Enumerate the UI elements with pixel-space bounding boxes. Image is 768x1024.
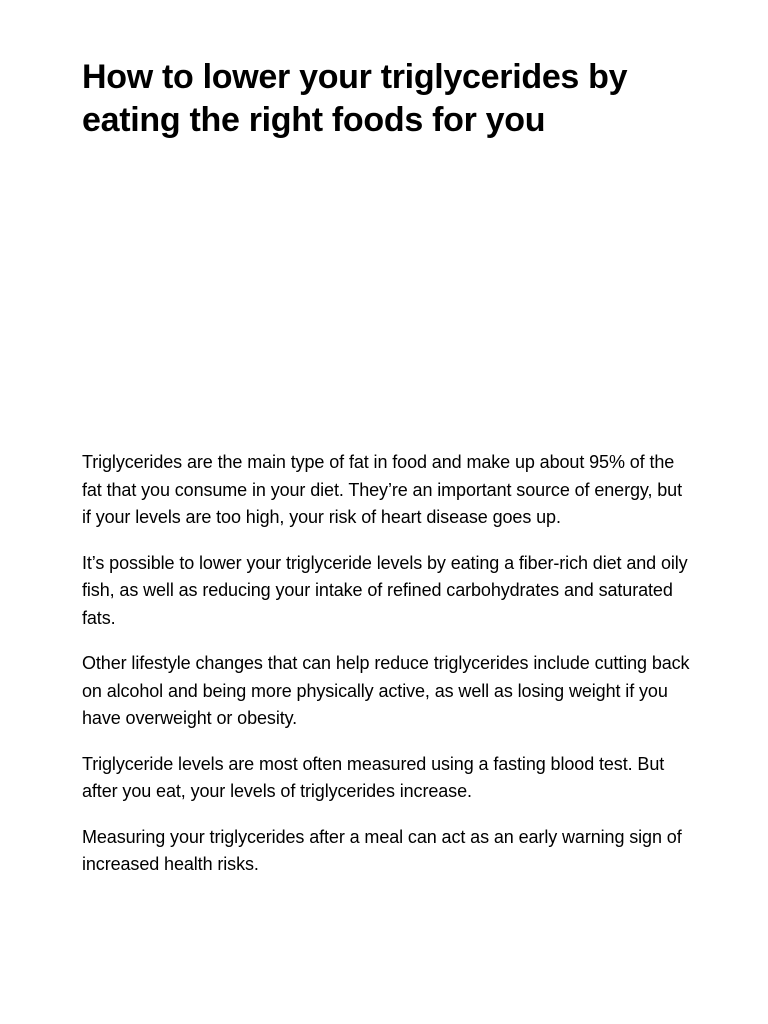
article-title: How to lower your triglycerides by eating the right foods for you — [82, 58, 628, 139]
paragraph-intro: Triglycerides are the main type of fat in food and make up about 95% of the fat that you consume in your diet. They’re an important source of energy, but if your levels are too high, your risk of heart disease goes up. — [82, 452, 682, 527]
paragraph-warning: Measuring your triglycerides after a meal can act as an early warning sign of increased health risks. — [82, 826, 682, 874]
paragraph-diet: It’s possible to lower your triglyceride levels by eating a fiber-rich diet and oily fish, as well as reducing your intake of refined carbohydrates and saturated fats. — [82, 552, 688, 628]
paragraph-lifestyle: Other lifestyle changes that can help reduce triglycerides include cutting back on alcohol and being more physically active, as well as losing weight if you have overweight or obesity. — [82, 653, 690, 728]
paragraph-testing: Triglyceride levels are most often measured using a fasting blood test. But after you eat, your levels of triglycerides increase. — [82, 753, 665, 801]
article-body — [82, 449, 692, 897]
image-placeholder — [82, 160, 692, 430]
